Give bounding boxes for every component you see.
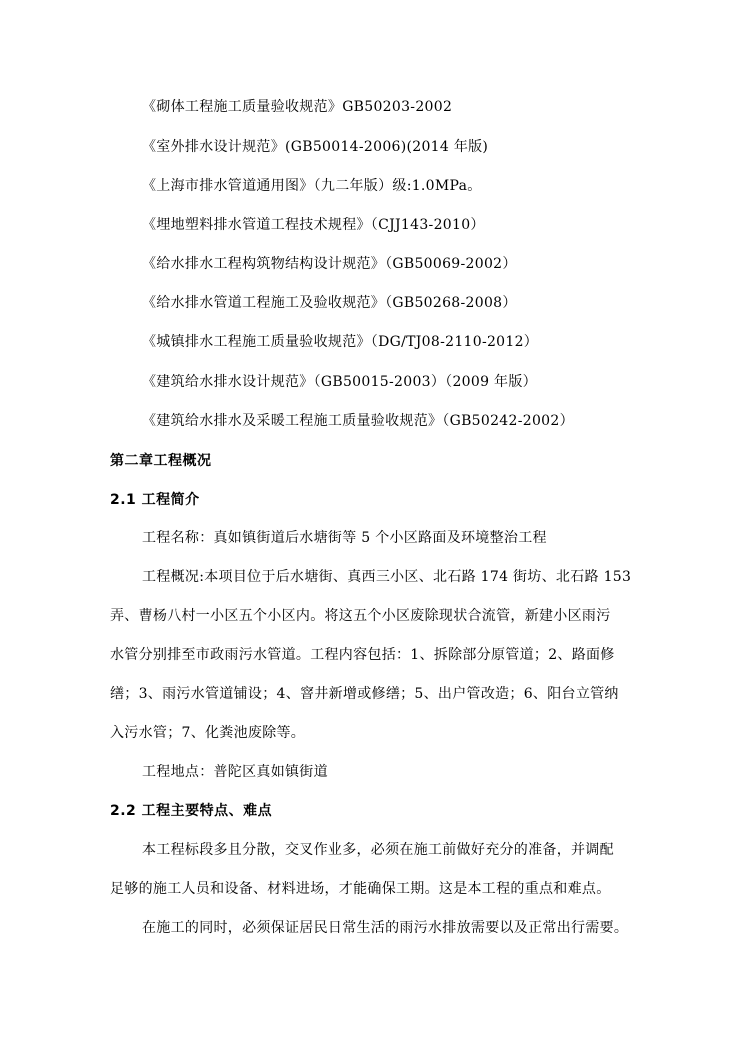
reference-item: 《室外排水设计规范》(GB50014-2006)(2014 年版) (142, 139, 489, 155)
reference-item: 《城镇排水工程施工质量验收规范》（DG/TJ08-2110-2012） (142, 334, 539, 350)
paragraph-line: 足够的施工人员和设备、材料进场，才能确保工期。这是本工程的重点和难点。 (110, 881, 611, 897)
reference-item: 《砌体工程施工质量验收规范》GB50203-2002 (142, 99, 453, 115)
reference-item: 《埋地塑料排水管道工程技术规程》（CJJ143-2010） (142, 217, 485, 233)
project-location: 工程地点：普陀区真如镇街道 (142, 764, 328, 780)
section-title-2-2: 2.2 工程主要特点、难点 (110, 803, 273, 819)
overview-line: 工程概况:本项目位于后水塘街、真西三小区、北石路 174 街坊、北石路 153 (142, 569, 632, 585)
project-name: 工程名称：真如镇街道后水塘街等 5 个小区路面及环境整治工程 (142, 530, 547, 546)
paragraph-line: 在施工的同时，必须保证居民日常生活的雨污水排放需要以及正常出行需要。 (142, 920, 629, 936)
section-title-2-1: 2.1 工程简介 (110, 492, 200, 508)
overview-line: 入污水管；7、化粪池废除等。 (110, 725, 306, 741)
paragraph-line: 本工程标段多且分散，交叉作业多，必须在施工前做好充分的准备，并调配 (142, 842, 614, 858)
overview-line: 缮；3、雨污水管道铺设；4、窨井新增或修缮；5、出户管改造；6、阳台立管纳 (110, 686, 619, 702)
overview-line: 弄、曹杨八村一小区五个小区内。将这五个小区废除现状合流管，新建小区雨污 (110, 608, 611, 624)
reference-item: 《建筑给水排水及采暖工程施工质量验收规范》（GB50242-2002） (142, 413, 574, 429)
overview-line: 水管分别排至市政雨污水管道。工程内容包括：1、拆除部分原管道；2、路面修 (110, 647, 615, 663)
reference-item: 《建筑给水排水设计规范》（GB50015-2003）（2009 年版） (142, 374, 537, 390)
chapter-title: 第二章工程概况 (110, 453, 212, 469)
reference-item: 《上海市排水管道通用图》（九二年版）级:1.0MPa。 (142, 178, 482, 194)
reference-item: 《给水排水工程构筑物结构设计规范》（GB50069-2002） (142, 256, 517, 272)
reference-item: 《给水排水管道工程施工及验收规范》（GB50268-2008） (142, 295, 517, 311)
